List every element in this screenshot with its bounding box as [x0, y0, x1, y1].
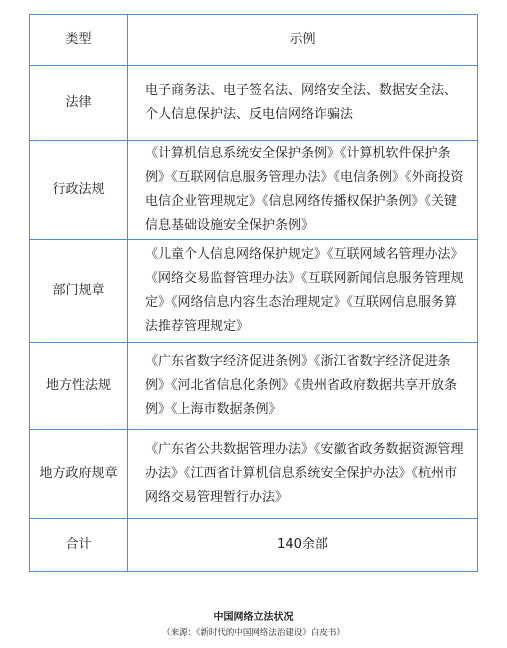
table-row — [30, 240, 478, 343]
row-type: 合计 — [30, 519, 128, 572]
table-row — [30, 343, 478, 430]
row-type: 部门规章 — [30, 240, 128, 343]
caption-source: （来源：《新时代的中国网络法治建设》白皮书） — [162, 628, 345, 638]
row-example: 《广东省公共数据管理办法》《安徽省政务数据资源管理办法》《江西省计算机信息系统安全保护办法》《杭州市网络交易管理暂行办法》 — [128, 430, 478, 519]
caption-title: 中国网络立法状况 — [213, 612, 294, 623]
row-example: 《计算机信息系统安全保护条例》《计算机软件保护条例》《互联网信息服务管理办法》《电信条例》《外商投资电信企业管理规定》《信息网络传播权保护条例》《关键信息基础设施安全保护条例》 — [128, 141, 478, 240]
table-row — [30, 430, 478, 519]
header-type: 类型 — [30, 15, 128, 66]
row-type: 地方政府规章 — [30, 430, 128, 519]
table-header-row — [30, 15, 478, 66]
row-type: 地方性法规 — [30, 343, 128, 430]
table-row — [30, 141, 478, 240]
header-example: 示例 — [128, 15, 478, 66]
row-type: 法律 — [30, 66, 128, 141]
row-example: 电子商务法、电子签名法、网络安全法、数据安全法、个人信息保护法、反电信网络诈骗法 — [128, 66, 478, 141]
row-example: 140余部 — [128, 519, 478, 572]
table-row-total — [30, 519, 478, 572]
table-row — [30, 66, 478, 141]
row-example: 《广东省数字经济促进条例》《浙江省数字经济促进条例》《河北省信息化条例》《贵州省政府数据共享开放条例》《上海市数据条例》 — [128, 343, 478, 430]
row-type: 行政法规 — [30, 141, 128, 240]
legislation-table — [29, 14, 478, 572]
row-example: 《儿童个人信息网络保护规定》《互联网域名管理办法》《网络交易监督管理办法》《互联网新闻信息服务管理规定》《网络信息内容生态治理规定》《互联网信息服务算法推荐管理规定》 — [128, 240, 478, 343]
